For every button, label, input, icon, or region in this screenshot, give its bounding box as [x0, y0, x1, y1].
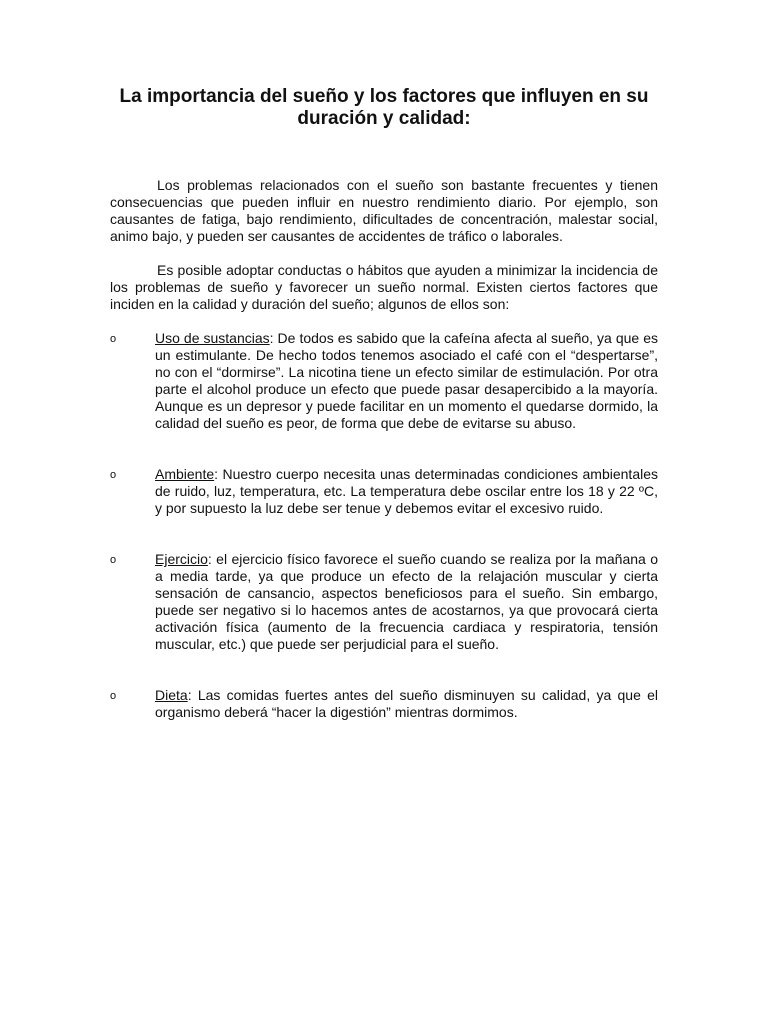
list-item-text: [155, 687, 658, 721]
list-item-text: [155, 330, 658, 432]
intro-paragraph: Los problemas relacionados con el sueño son bastante frecuentes y tienen consecuencias que pueden influir en nuestro rendimiento diario. Por ejemplo, son causantes de fatiga, bajo rendimiento, dificultades de concentración, malestar social, animo bajo, y pueden ser causantes de accidentes de tráfico o laborales.: [110, 177, 658, 244]
document-body: [110, 177, 658, 738]
factor-term-diet: Dieta: [155, 687, 188, 703]
factor-description-substances: : De todos es sabido que la cafeína afecta al sueño, ya que es un estimulante. De hecho todos tenemos asociado el café con el “despertarse”, no con el “dormirse”. La nicotina tiene un efecto similar de estimulación. Por otra parte el alcohol produce un efecto que puede pasar desapercibido a la mayoría. Aunque es un depresor y puede facilitar en un momento el quedarse dormido, la calidad del sueño es peor, de forma que debe de evitarse su abuso.: [155, 330, 658, 431]
factors-intro-paragraph: Es posible adoptar conductas o hábitos que ayuden a minimizar la incidencia de los problemas de sueño y favorecer un sueño normal. Existen ciertos factores que inciden en la calidad y duración del sueño; algunos de ellos son:: [110, 262, 658, 312]
list-item-substances: [110, 330, 658, 432]
factor-term-environment: Ambiente: [155, 466, 215, 482]
document-title: La importancia del sueño y los factores que influyen en su duración y calidad:: [119, 86, 649, 129]
factor-description-environment: : Nuestro cuerpo necesita unas determinadas condiciones ambientales de ruido, luz, temperatura, etc. La temperatura debe oscilar entre los 18 y 22 ºC, y por supuesto la luz debe ser tenue y debemos evitar el excesivo ruido.: [155, 466, 658, 516]
list-item-text: [155, 551, 658, 653]
list-item-environment: [110, 466, 658, 517]
factor-description-diet: : Las comidas fuertes antes del sueño disminuyen su calidad, ya que el organismo deberá “hacer la digestión” mientras dormimos.: [155, 687, 658, 720]
factor-description-exercise: : el ejercicio físico favorece el sueño cuando se realiza por la mañana o a media tarde, ya que produce un efecto de la relajación muscular y cierta sensación de cansancio, aspectos beneficiosos para el sueño. Sin embargo, puede ser negativo si lo hacemos antes de acostarnos, ya que provocará cierta activación física (aumento de la frecuencia cardiaca y respiratoria, tensión muscular, etc.) que puede ser perjudicial para el sueño.: [155, 551, 658, 652]
list-item-text: [155, 466, 658, 517]
bullet-marker: o: [110, 333, 117, 345]
bullet-marker: o: [110, 554, 117, 566]
list-item-exercise: [110, 551, 658, 653]
factors-list: [110, 330, 658, 721]
factor-term-exercise: Ejercicio: [155, 551, 208, 567]
list-item-diet: [110, 687, 658, 721]
bullet-marker: o: [110, 690, 117, 702]
factor-term-substances: Uso de sustancias: [155, 330, 270, 346]
bullet-marker: o: [110, 469, 117, 481]
